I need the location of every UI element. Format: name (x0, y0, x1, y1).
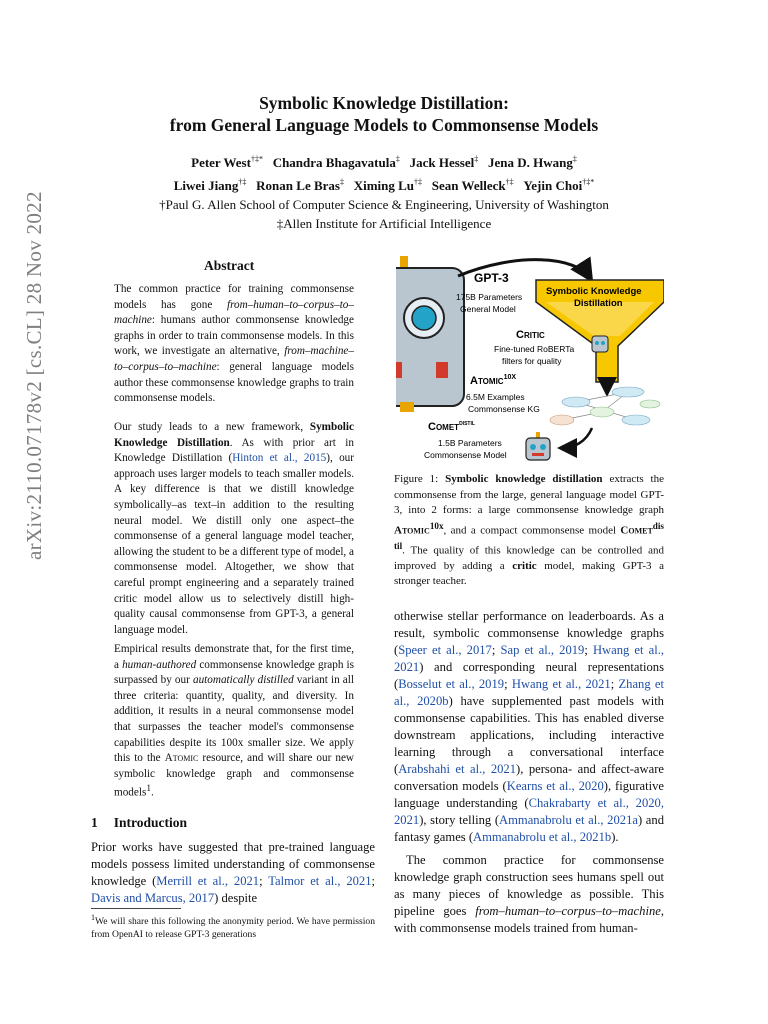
citation-link[interactable]: Zhang et al., 2020b (394, 677, 664, 708)
citation-link[interactable]: Ammanabrolu et al., 2021b (473, 830, 612, 844)
citation-link[interactable]: Sap et al., 2019 (500, 643, 585, 657)
text-run: automatically distilled (192, 674, 294, 687)
citation-link[interactable]: Hwang et al., 2021 (394, 643, 665, 674)
intro-paragraph (91, 839, 375, 907)
critic-desc-2: filters for quality (502, 356, 562, 366)
citation-link[interactable]: Arabshahi et al., 2021 (398, 762, 517, 776)
text-run: extracts the commonsense from the large, general language model GPT-3, into 2 forms: a large commonsense knowledge graph (394, 473, 664, 516)
text-run: . As with prior art in Knowledge Distillation ( (114, 436, 354, 465)
text-run: Our study leads to a new framework, (114, 421, 310, 433)
right-paragraph-1 (394, 608, 664, 846)
text-run: Figure 1: (394, 473, 446, 485)
abstract-paragraph-3 (114, 642, 354, 802)
author-name: Jena D. Hwang‡ (488, 155, 577, 171)
author-name: Ximing Lu†‡ (353, 177, 423, 193)
text-run: from–human–to–corpus–to–machine (475, 904, 661, 918)
citation-link[interactable]: Merrill et al., 2021 (156, 874, 260, 888)
abstract-heading: Abstract (204, 258, 255, 273)
right-column-text (394, 608, 664, 937)
critic-robot-eye-right (601, 341, 605, 345)
footnote-mark: 1 (91, 913, 95, 922)
arrow-to-comet (562, 428, 592, 448)
gpt3-title: GPT-3 (474, 271, 509, 285)
figure-diagram (396, 252, 664, 474)
atomic-title: Atomic$^{10X}$ (470, 374, 517, 387)
citation-link[interactable]: Speer et al., 2017 (398, 643, 492, 657)
text-run: ), our approach uses larger models to teach smaller models. A key difference is that we distill knowledge symbolically–as text–in addition to the resulting neural model. We distill only one aspect–the commonsense of a general language model teacher, allowing the student to be a different type of model, a commonsense model. Altogether, we show that careful prompt engineering and a separately trained critic model allow us to selectively distill high-quality causal commonsense from GPT-3, a general language model. (114, 452, 354, 636)
title-line-1: Symbolic Knowledge Distillation: (259, 93, 509, 113)
text-run: : humans author commonsense knowledge graphs in order to train commonsense models. In this work, we investigate an alternative, (114, 314, 354, 358)
figure-1 (396, 252, 664, 474)
text-run: resource, and will share our new symbolic knowledge graph and commonsense models (114, 752, 354, 800)
affiliation-ai2: ‡Allen Institute for Artificial Intelligence (276, 215, 492, 231)
citation-link[interactable]: Chakrabarty et al., 2020, 2021 (394, 796, 664, 827)
robot-mouth-right (436, 362, 448, 378)
comet-robot-eye-right (540, 444, 546, 450)
citation-link[interactable]: Ammanabrolu et al., 2021a (499, 813, 638, 827)
author-row-2 (0, 172, 768, 194)
text-run: commonsense knowledge graph is surpassed by our (114, 658, 355, 687)
author-name: Chandra Bhagavatula‡ (272, 155, 400, 171)
funnel-label-line-2: Distillation (574, 298, 623, 309)
text-run: critic (512, 559, 537, 572)
citation-link[interactable]: Talmor et al., 2021 (268, 874, 372, 888)
atomic-desc: Commonsense KG (468, 404, 540, 414)
comet-desc: Commonsense Model (424, 450, 507, 460)
comet-params: 1.5B Parameters (438, 438, 502, 448)
text-run: Symbolic Knowledge Distillation (114, 421, 354, 449)
citation-link[interactable]: Bosselut et al., 2019 (398, 677, 505, 691)
author-name: Ronan Le Bras‡ (256, 177, 344, 193)
text-run: ) despite (214, 891, 258, 905)
text-run: ; (504, 677, 512, 691)
superscript: dis til (394, 520, 664, 551)
comet-robot-icon (526, 432, 550, 460)
text-run: otherwise stellar performance on leaderboards. As a result, symbolic commonsense knowledge graphs ( (394, 609, 664, 657)
author-row-1 (0, 150, 768, 172)
author-name: Yejin Choi†‡* (523, 177, 595, 193)
text-run: , with commonsense models trained from human- (394, 904, 664, 935)
text-run: model, making GPT-3 a stronger teacher. (394, 559, 665, 588)
comet-robot-eye-left (530, 444, 536, 450)
text-run: Symbolic knowledge distillation (445, 473, 603, 485)
text-run: ; (584, 643, 593, 657)
funnel-label-line-1: Symbolic Knowledge (546, 286, 642, 297)
robot-neck (400, 402, 414, 412)
section-heading-introduction (91, 815, 187, 831)
text-run: ; (371, 874, 376, 888)
author-name: Peter West†‡* (191, 155, 263, 171)
author-name: Sean Welleck†‡ (431, 177, 514, 193)
knowledge-graph-icon (550, 387, 660, 425)
text-run: Atomic (164, 752, 199, 765)
text-run: . The quality of this knowledge can be controlled and improved by adding a (394, 544, 664, 572)
comet-robot-antenna (536, 432, 540, 438)
text-run: ) and fantasy games ( (394, 813, 664, 844)
text-run: from–human–to–corpus–to–machine (114, 298, 354, 327)
text-run: ), persona- and affect-aware conversation models ( (394, 762, 664, 793)
text-run: , and a compact commonsense model (443, 524, 621, 537)
author-name: Jack Hessel‡ (409, 155, 479, 171)
footnote-text: We will share this following the anonymity period. We have permission from OpenAI to release GPT-3 generations (91, 916, 375, 940)
robot-eye (412, 306, 436, 330)
footnote-rule (91, 908, 181, 909)
text-run: : general language models author these commonsense knowledge graphs to train commonsense models. (114, 360, 354, 405)
critic-robot-eye-left (595, 341, 599, 345)
critic-robot-head (592, 336, 608, 352)
text-run: The common practice for training commonsense models has gone (114, 283, 354, 311)
robot-mouth-left (396, 362, 402, 378)
affiliation-uw: †Paul G. Allen School of Computer Science & Engineering, University of Washington (159, 196, 609, 212)
text-run: Empirical results demonstrate that, for the first time, a (114, 643, 354, 671)
abstract-paragraph-2 (114, 420, 354, 638)
superscript: 10x (429, 520, 444, 531)
figure-caption (394, 472, 664, 590)
text-run: . (151, 787, 154, 800)
citation-link[interactable]: Hwang et al., 2021 (511, 677, 611, 691)
critic-desc-1: Fine-tuned RoBERTa (494, 344, 575, 354)
text-run: ) and corresponding neural representations ( (394, 660, 664, 691)
gpt3-desc: General Model (460, 304, 516, 314)
critic-title: Critic (516, 329, 545, 341)
right-paragraph-2 (394, 852, 664, 937)
text-run: ) have supplemented past models with commonsense capabilities. This has enabled diverse downstream applications, including interactive learning through a conversational interface ( (394, 694, 664, 776)
text-run: Prior works have suggested that pre-trained language models possess limited understanding of commonsense knowledge ( (91, 840, 375, 888)
gpt3-params: 175B Parameters (456, 292, 523, 302)
gpt3-robot-icon (396, 256, 464, 412)
title-line-2: from General Language Models to Commonsense Models (169, 115, 599, 135)
text-run: ), figurative language understanding ( (394, 779, 664, 810)
comet-title: Comet$^{distil}$ (428, 420, 475, 433)
text-run: from–machine–to–corpus–to–machine (114, 345, 354, 373)
superscript: 1 (146, 784, 151, 795)
text-run: ; (610, 677, 619, 691)
text-run: Comet (620, 524, 653, 537)
atomic-examples: 6.5M Examples (466, 392, 525, 402)
comet-robot-mouth (532, 453, 544, 456)
text-run: The common practice for commonsense knowledge graph construction sees humans spell out as many pieces of knowledge as possible. This pipeline goes (394, 853, 664, 918)
author-name: Liwei Jiang†‡ (173, 177, 247, 193)
paper-title (0, 92, 768, 136)
text-run: ; (491, 643, 501, 657)
arxiv-identifier: arXiv:2110.07178v2 [cs.CL] 28 Nov 2022 (22, 191, 46, 560)
abstract-paragraph-1 (114, 282, 354, 407)
section-number: 1 (91, 815, 98, 830)
text-run: ; (259, 874, 269, 888)
comet-robot-head (526, 438, 550, 460)
citation-link[interactable]: Hinton et al., 2015 (232, 452, 327, 465)
text-run: variant in all three criteria: quantity, quality, and diversity. In addition, it results in a neural commonsense model that surpasses the teacher model's commonsense capabilities despite its 100x smaller size. We apply this to the (114, 674, 354, 765)
author-block (0, 150, 768, 233)
citation-link[interactable]: Davis and Marcus, 2017 (91, 891, 215, 905)
text-run: ), story telling ( (419, 813, 500, 827)
citation-link[interactable]: Kearns et al., 2020 (506, 779, 604, 793)
footnote (91, 912, 375, 941)
text-run: ). (611, 830, 619, 844)
text-run: human-authored (122, 658, 197, 671)
text-run: Atomic (394, 524, 430, 537)
critic-robot-icon (592, 336, 608, 352)
section-title: Introduction (113, 815, 188, 830)
